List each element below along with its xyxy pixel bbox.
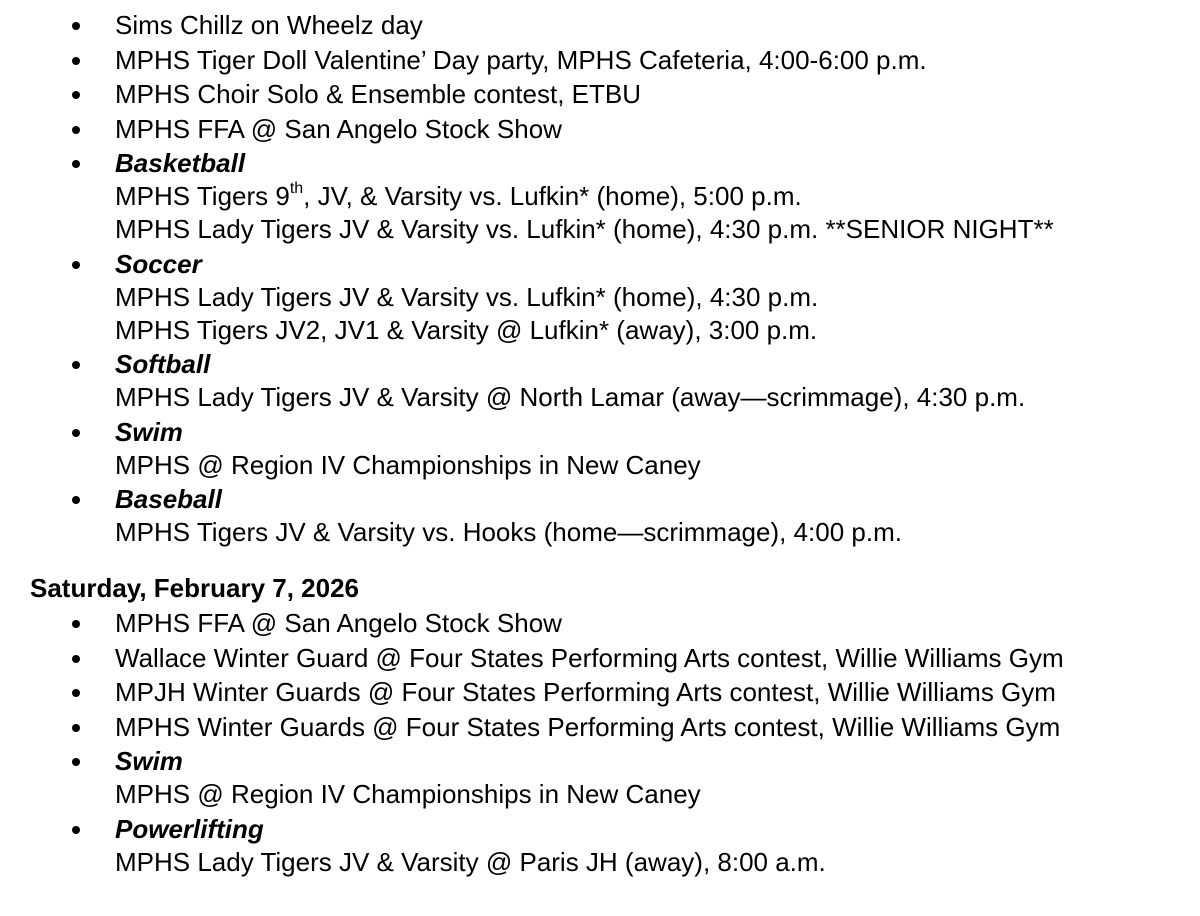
events-list-saturday [0,607,1064,880]
event-text: MPHS Winter Guards @ Four States Performing Arts contest, Willie Williams Gym [115,711,1061,742]
bullet-icon [72,496,80,504]
basketball-item [0,147,1054,246]
bullet-icon [72,429,80,437]
list-item [0,607,1064,640]
event-text: MPHS Tigers 9 [115,181,290,211]
list-item [0,113,1054,146]
bullet-icon [72,655,80,663]
swim-item [0,745,1064,811]
event-line: MPHS Lady Tigers JV & Varsity @ Paris JH (away), 8:00 a.m. [115,846,826,877]
bullet-icon [72,620,80,628]
bullet-icon [72,22,80,30]
bullet-icon [72,689,80,697]
event-text: MPHS FFA @ San Angelo Stock Show [115,608,562,638]
event-line [115,180,1054,213]
event-line: MPHS Lady Tigers JV & Varsity vs. Lufkin* (home), 4:30 p.m. **SENIOR NIGHT** [115,214,1054,244]
bullet-icon [72,826,80,834]
events-list-friday [0,9,1054,551]
list-item [0,676,1064,709]
event-line: MPHS @ Region IV Championships in New Caney [115,779,701,809]
bullet-icon [72,91,80,99]
bullet-icon [72,261,80,269]
sport-heading: Basketball [115,148,246,178]
event-line: MPHS Lady Tigers JV & Varsity @ North Lamar (away—scrimmage), 4:30 p.m. [115,382,1026,412]
swim-item [0,416,1054,482]
day-heading: Saturday, February 7, 2026 [30,573,360,603]
list-item [0,78,1054,111]
event-line: MPHS @ Region IV Championships in New Caney [115,449,701,480]
bullet-icon [72,57,80,65]
baseball-item [0,483,1054,549]
event-line: MPHS Lady Tigers JV & Varsity vs. Lufkin* (home), 4:30 p.m. [115,281,819,312]
event-text: MPHS Tiger Doll Valentine’ Day party, MPHS Cafeteria, 4:00-6:00 p.m. [115,44,927,75]
ordinal-suffix: th [289,180,304,198]
list-item [0,9,1054,42]
bullet-icon [72,160,80,168]
event-text: Wallace Winter Guard @ Four States Performing Arts contest, Willie Williams Gym [115,642,1064,673]
softball-item [0,348,1054,414]
sport-heading: Swim [115,416,183,447]
event-text: , JV, & Varsity vs. Lufkin* (home), 5:00 p.m. [303,181,802,211]
list-item [0,642,1064,675]
sport-heading: Powerlifting [115,813,264,844]
event-line: MPHS Tigers JV2, JV1 & Varsity @ Lufkin* (away), 3:00 p.m. [115,314,818,345]
sport-heading: Baseball [115,484,222,514]
sport-heading: Softball [115,349,211,379]
bullet-icon [72,724,80,732]
event-text: Sims Chillz on Wheelz day [115,10,423,40]
sport-heading: Swim [115,746,183,776]
list-item [0,711,1064,744]
sport-heading: Soccer [115,248,202,279]
bullet-icon [72,758,80,766]
powerlifting-item [0,813,1064,879]
event-text: MPHS FFA @ San Angelo Stock Show [115,113,562,144]
list-item [0,44,1054,77]
event-line: MPHS Tigers JV & Varsity vs. Hooks (home—scrimmage), 4:00 p.m. [115,517,902,547]
event-text: MPHS Choir Solo & Ensemble contest, ETBU [115,79,641,109]
bullet-icon [72,361,80,369]
event-text: MPJH Winter Guards @ Four States Performing Arts contest, Willie Williams Gym [115,677,1056,707]
bullet-icon [72,126,80,134]
soccer-item [0,248,1054,347]
